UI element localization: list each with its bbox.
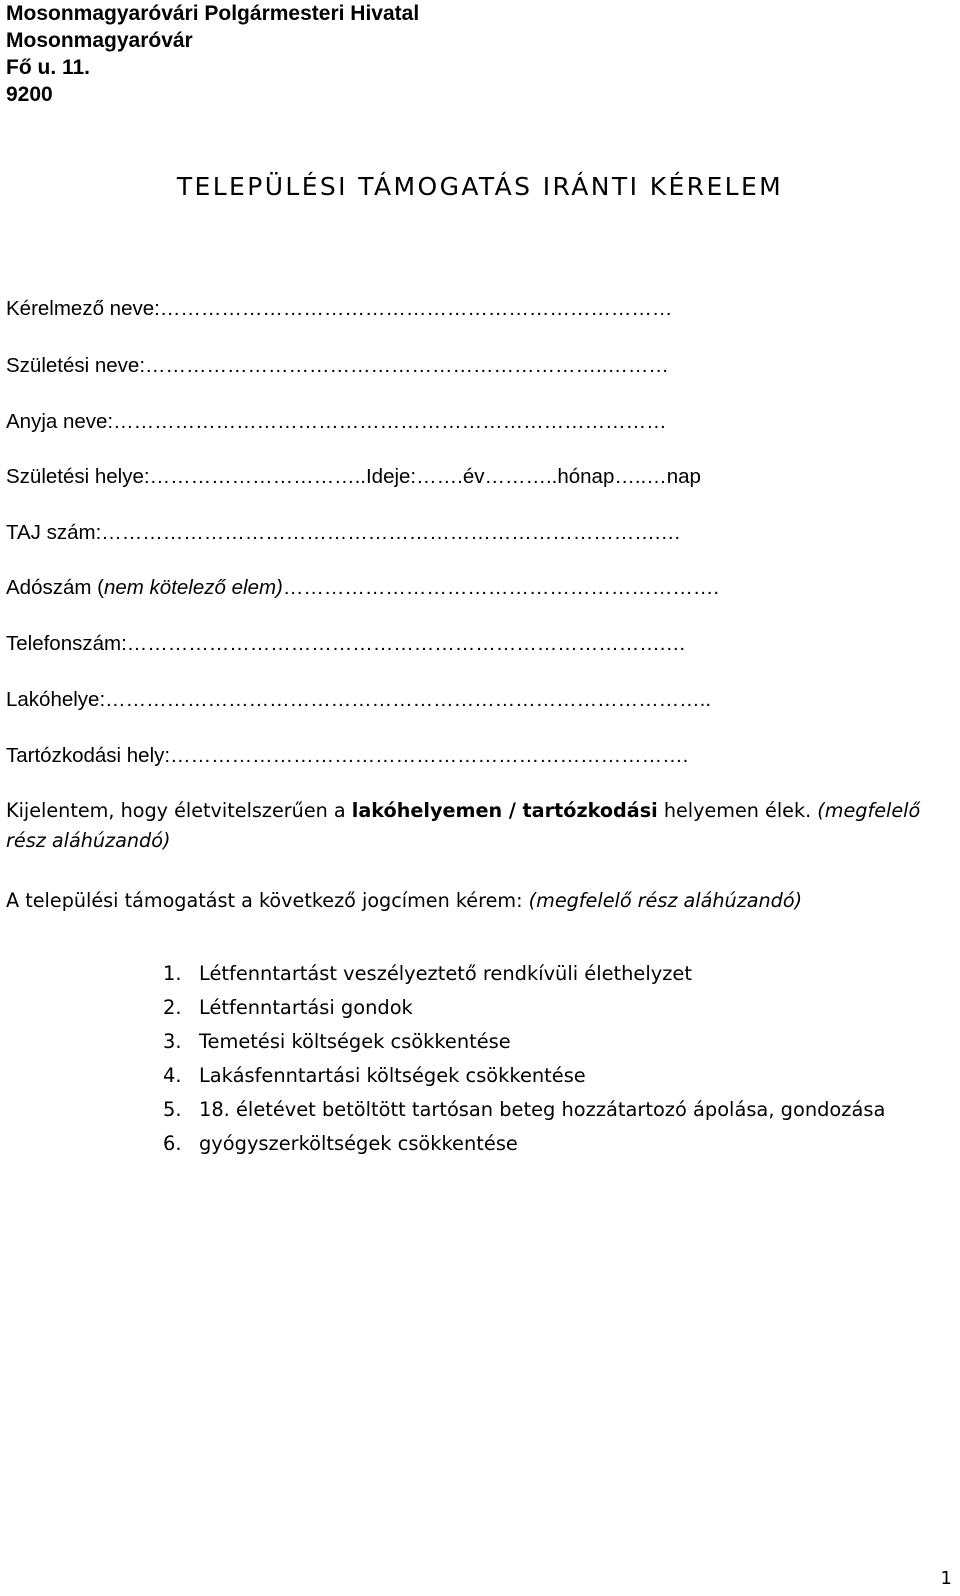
taj-number-field[interactable]: TAJ szám:……………………………………………………………………….… [6, 521, 681, 544]
support-option[interactable]: 5. 18. életévet betöltött tartósan beteg hozzátartozó ápolása, gondozása [163, 1098, 886, 1121]
support-option[interactable]: 4. Lakásfenntartási költségek csökkentése [163, 1064, 586, 1087]
address-line-city: Mosonmagyaróvár [6, 29, 193, 52]
residence-field[interactable]: Lakóhelye:…………………………………………………………………………….. [6, 688, 712, 711]
support-option[interactable]: 6. gyógyszerköltségek csökkentése [163, 1132, 518, 1155]
office-address [6, 0, 419, 108]
form-title: TELEPÜLÉSI TÁMOGATÁS IRÁNTI KÉRELEM [176, 172, 784, 201]
tax-number-label: Adószám ( [6, 576, 104, 599]
declaration-options: lakóhelyemen / tartózkodási [351, 799, 658, 822]
address-line-zip: 9200 [6, 83, 53, 106]
request-note: (megfelelő rész aláhúzandó) [528, 889, 803, 912]
declaration-note-end: rész aláhúzandó) [6, 829, 171, 852]
support-option[interactable]: 2. Létfenntartási gondok [163, 996, 413, 1019]
support-options-list [163, 957, 885, 1161]
declaration-line-1: Kijelentem, hogy életvitelszerűen a lakóhelyemen / tartózkodási helyemen élek. (megfelelő [6, 799, 921, 822]
residence-declaration [6, 796, 920, 856]
birth-name-field[interactable]: Születési neve:…………………………………………………………..……… [6, 354, 669, 377]
stay-place-field[interactable]: Tartózkodási hely:…………………………………………………………………. [6, 744, 689, 767]
tax-number-dots: ………………………………………………………. [282, 576, 720, 599]
address-line-office: Mosonmagyaróvári Polgármesteri Hivatal [6, 2, 420, 25]
tax-number-note: nem kötelező elem) [103, 576, 283, 599]
declaration-line-2 [6, 826, 920, 856]
birth-place-date-field[interactable]: Születési helye:…………………………..Ideje:…….év………..hónap…..…nap [6, 465, 701, 488]
phone-field[interactable]: Telefonszám:…………………………………………………………………….… [6, 632, 686, 655]
support-option[interactable]: 3. Temetési költségek csökkentése [163, 1030, 511, 1053]
mother-name-field[interactable]: Anyja neve:……………………………………………………………………… [6, 410, 667, 433]
tax-number-field[interactable] [6, 576, 719, 600]
request-statement: A települési támogatást a következő jogcímen kérem: (megfelelő rész aláhúzandó) [6, 889, 803, 912]
support-option[interactable]: 1. Létfenntartást veszélyeztető rendkívüli élethelyzet [163, 962, 692, 985]
address-line-street: Fő u. 11. [6, 56, 91, 79]
declaration-note-start: (megfelelő [817, 799, 921, 822]
page-number: 1 [940, 1568, 952, 1589]
applicant-name-field[interactable]: Kérelmező neve:………………………………………………………………… [6, 297, 673, 320]
